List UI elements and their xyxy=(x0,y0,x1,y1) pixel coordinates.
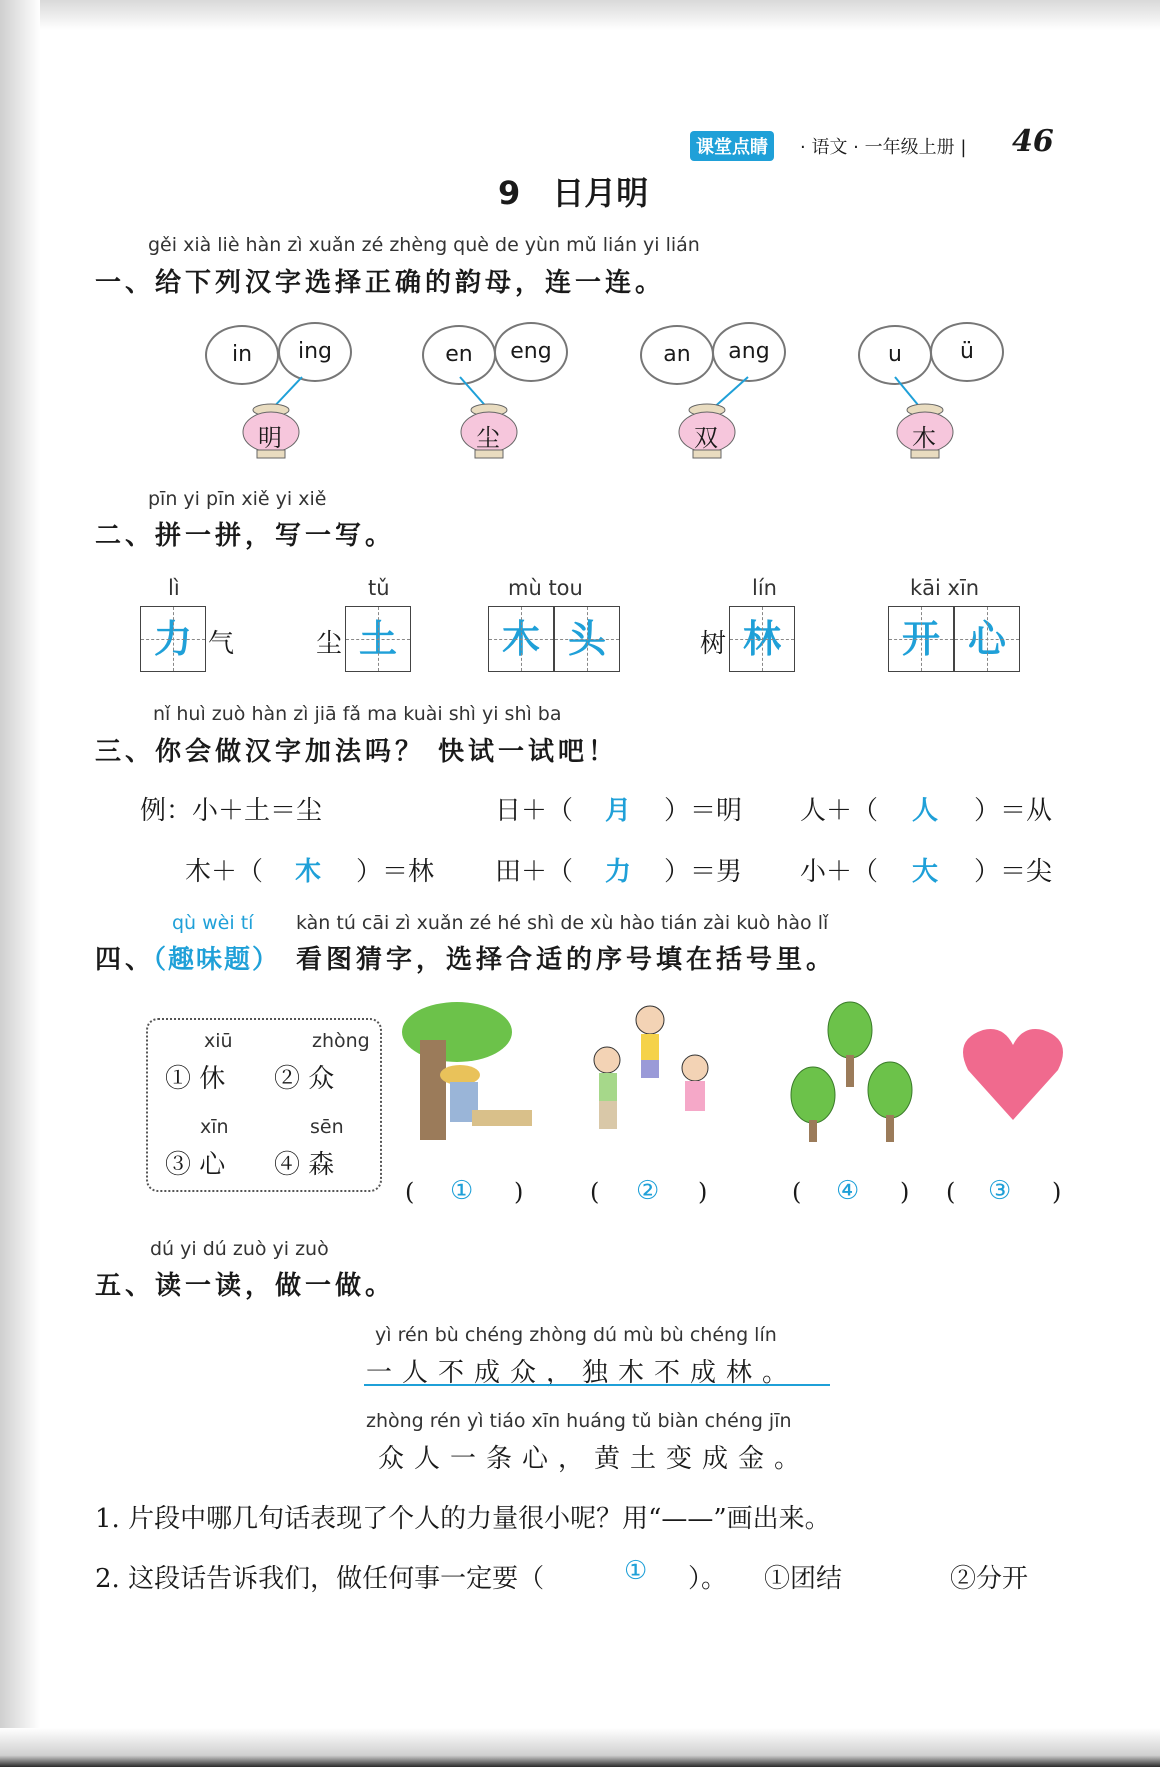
s2-heading: 二、拼一拼，写一写。 xyxy=(95,521,396,551)
eq-post: ）＝尖 xyxy=(974,857,1053,887)
write-cell: 心 xyxy=(954,606,1020,672)
option-label: ② 众 xyxy=(274,1064,335,1094)
page-title: 9 日月明 xyxy=(498,174,649,212)
option-label: ① 休 xyxy=(165,1064,226,1094)
eq-post: ）＝从 xyxy=(974,796,1053,826)
eq-answer: 月 xyxy=(605,796,632,826)
cloud-b: ing xyxy=(278,322,352,382)
s2-char: 树 xyxy=(700,629,727,659)
s2-py: lì xyxy=(168,576,180,600)
line2-pinyin: zhòng rén yì tiáo xīn huáng tǔ biàn chéng jīn xyxy=(366,1410,792,1432)
page-number: 46 xyxy=(1012,124,1054,159)
s2-char: 尘 xyxy=(316,629,343,659)
write-cell: 土 xyxy=(345,606,411,672)
three-people-icon xyxy=(585,1000,725,1145)
option-py: xīn xyxy=(200,1116,229,1138)
resting-man-icon xyxy=(402,1000,542,1145)
paren-open: ( xyxy=(405,1178,415,1206)
line2-text: 众人一条心，黄土变成金。 xyxy=(378,1444,811,1474)
option-py: sēn xyxy=(310,1116,344,1138)
s4-heading-num: 四、 xyxy=(95,945,156,975)
paren-open: ( xyxy=(590,1178,600,1206)
three-trees-icon xyxy=(785,1000,925,1145)
s2-py: tǔ xyxy=(368,576,390,600)
eq-pre: 田＋（ xyxy=(495,857,574,887)
pic-answer: ① xyxy=(450,1176,474,1206)
pot-char: 木 xyxy=(912,424,936,452)
q2-answer: ① xyxy=(624,1556,648,1586)
s4-heading: 看图猜字，选择合适的序号填在括号里。 xyxy=(296,945,837,975)
s1-pinyin: gěi xià liè hàn zì xuǎn zé zhèng què de yùn mǔ lián yi lián xyxy=(148,234,700,256)
s4-pinyin-tag: qù wèi tí xyxy=(172,912,254,934)
write-cell: 力 xyxy=(140,606,206,672)
option-label: ③ 心 xyxy=(165,1150,226,1180)
header-text: · 语文 · 一年级上册 | xyxy=(800,137,967,158)
cloud-a: an xyxy=(640,325,714,385)
cloud-b: eng xyxy=(494,322,568,382)
q2-option-1: ①团结 xyxy=(764,1564,843,1594)
heart-icon xyxy=(958,1000,1068,1145)
pot-char: 尘 xyxy=(476,424,500,452)
question-1: 1. 片段中哪几句话表现了个人的力量很小呢？用“——”画出来。 xyxy=(95,1504,831,1534)
eq-pre: 日＋（ xyxy=(495,796,574,826)
pic-answer: ② xyxy=(636,1176,660,1206)
paren-open: ( xyxy=(792,1178,802,1206)
pot-char: 明 xyxy=(258,424,282,452)
underline xyxy=(364,1384,830,1386)
paren-close: ) xyxy=(698,1178,708,1206)
s1-heading: 一、给下列汉字选择正确的韵母，连一连。 xyxy=(95,268,666,298)
write-cell: 木 xyxy=(488,606,554,672)
s2-pinyin: pīn yi pīn xiě yi xiě xyxy=(148,488,327,510)
s3-heading: 三、你会做汉字加法吗？ 快试一试吧！ xyxy=(95,737,619,767)
eq-pre: 木＋（ xyxy=(185,857,264,887)
cloud-a: u xyxy=(858,325,932,385)
paren-close: ) xyxy=(1052,1178,1062,1206)
write-cell: 开 xyxy=(888,606,954,672)
eq-post: ）＝林 xyxy=(356,857,435,887)
s3-pinyin: nǐ huì zuò hàn zì jiā fǎ ma kuài shì yi shì ba xyxy=(153,703,562,725)
q2-post: ）。 xyxy=(688,1564,728,1594)
cloud-b: ang xyxy=(712,322,786,382)
eq-post: ）＝明 xyxy=(664,796,743,826)
eq-post: ）＝男 xyxy=(664,857,743,887)
s2-py: mù tou xyxy=(508,576,583,600)
eq-answer: 大 xyxy=(912,857,939,887)
line1-text: 一人不成众，独木不成林。 xyxy=(366,1358,799,1388)
s3-example: 例：小＋土＝尘 xyxy=(140,796,323,826)
write-cell: 林 xyxy=(729,606,795,672)
cloud-b: ü xyxy=(930,322,1004,382)
cloud-a: en xyxy=(422,325,496,385)
paren-open: ( xyxy=(946,1178,956,1206)
s2-char: 气 xyxy=(208,629,235,659)
page-shadow-bottom xyxy=(0,1728,1160,1767)
s4-heading-tag: （趣味题） xyxy=(140,945,281,975)
eq-answer: 力 xyxy=(605,857,632,887)
s5-heading: 五、读一读，做一做。 xyxy=(95,1271,396,1301)
eq-pre: 人＋（ xyxy=(800,796,879,826)
write-cell: 头 xyxy=(554,606,620,672)
header-badge: 课堂点睛 xyxy=(690,131,774,161)
q2-option-2: ②分开 xyxy=(950,1564,1029,1594)
question-2: 2. 这段话告诉我们，做任何事一定要（ xyxy=(95,1564,545,1594)
option-py: zhòng xyxy=(312,1030,370,1052)
paren-close: ) xyxy=(514,1178,524,1206)
s2-py: lín xyxy=(752,576,777,600)
option-label: ④ 森 xyxy=(274,1150,335,1180)
paren-close: ) xyxy=(900,1178,910,1206)
cloud-a: in xyxy=(205,325,279,385)
pic-answer: ③ xyxy=(988,1176,1012,1206)
eq-answer: 木 xyxy=(295,857,322,887)
s5-pinyin: dú yi dú zuò yi zuò xyxy=(150,1238,329,1260)
option-py: xiū xyxy=(204,1030,233,1052)
s2-py: kāi xīn xyxy=(910,576,980,600)
eq-pre: 小＋（ xyxy=(800,857,879,887)
s4-pinyin: kàn tú cāi zì xuǎn zé hé shì de xù hào tián zài kuò hào lǐ xyxy=(296,912,829,934)
eq-answer: 人 xyxy=(912,796,939,826)
line1-pinyin: yì rén bù chéng zhòng dú mù bù chéng lín xyxy=(375,1324,777,1346)
pot-char: 双 xyxy=(694,424,718,452)
pic-answer: ④ xyxy=(836,1176,860,1206)
page-shadow-top xyxy=(0,0,1160,30)
page-shadow-left xyxy=(0,0,40,1767)
